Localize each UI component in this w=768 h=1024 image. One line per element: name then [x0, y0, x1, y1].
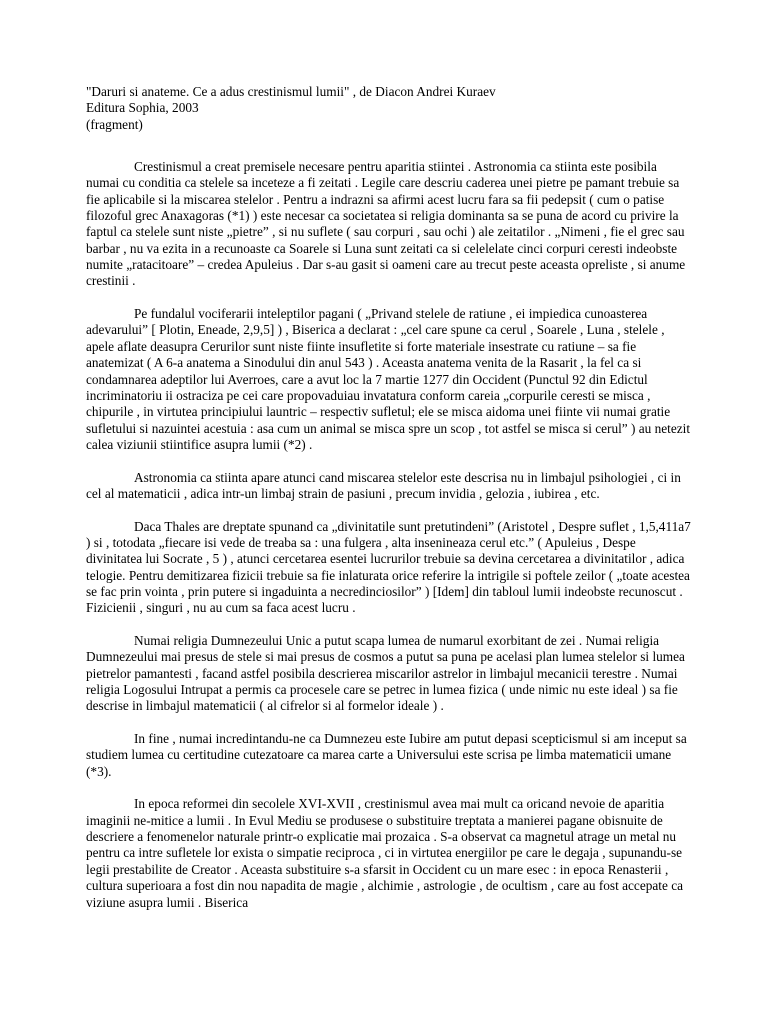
document-title: "Daruri si anateme. Ce a adus crestinismul lumii" , de Diacon Andrei Kuraev — [86, 84, 496, 99]
paragraph-3: Astronomia ca stiinta apare atunci cand miscarea stelelor este descrisa nu in limbajul psihologiei , ci in cel al matematicii , adica intr-un limbaj strain de pasiuni , precum invidia , gelozia , iubirea , etc. — [86, 469, 681, 501]
paragraph-5: Numai religia Dumnezeului Unic a putut scapa lumea de numarul exorbitant de zei . Numai religia Dumnezeului mai presus de stele si mai presus de cosmos a putut sa puna pe acelasi plan lumea stelelor si lumea pietrelor pamantesti , facand astfel posibila descrierea miscarilor astrelor in limbajul mecanicii terestre . Numai religia Logosului Intrupat a permis ca procesele care se petrec in lumea fizica ( unde nimic nu este ideal ) sa fie descrise in limbajul matematicii ( al cifrelor si al formelor ideale ) . — [86, 633, 685, 714]
paragraph-2: Pe fundalul vociferarii inteleptilor pagani ( „Privand stelele de ratiune , ei impiedica cunoasterea adevarului” [ Plotin, Eneade, 2,9,5] ) , Biserica a declarat : „cel care spune ca cerul , Soarele , Luna , stelele , apele aflate deasupra Cerurilor sunt niste fiinte insufletite si forte materiale insestrate cu ratiune – sa fie anatemizat ( A 6-a anatema a Sinodului din anul 543 ) . Aceasta anatema venita de la Rasarit , la fel ca si condamnarea adeptilor lui Averroes, care a avut loc la 7 martie 1277 din Occident (Punctul 92 din Edictul incriminatoriu ii ostraciza pe cei care propovaduiau invatatura conform careia „corpurile ceresti se misca , chipurile , in virtutea principiului launtric – respectiv sufletul; ele se misca aidoma unei fiinte vii numai gratie sufletului si nazuintei acestuia : asa cum un animal se misca spre un scop , tot astfel se misca si cerul” ) au netezit calea viziunii stiintifice asupra lumii (*2) . — [86, 306, 691, 452]
document-publisher: Editura Sophia, 2003 — [86, 100, 199, 116]
document-content — [86, 84, 692, 911]
paragraph-7: In epoca reformei din secolele XVI-XVII , crestinismul avea mai mult ca oricand nevoie de aparitia imaginii ne-mitice a lumii . In Evul Mediu se produsese o substituire treptata a manierei pagane obisnuite de descriere a fenomenelor naturale printr-o explicatie mai prozaica . S-a observat ca magnetul atrage un metal nu pentru ca intre sufletele lor exista o simpatie reciproca , ci in virtutea energiilor pe care le degaja , supunandu-se legii prestabilite de Creator . Aceasta substituire s-a sfarsit in Occident cu un mare esec : in epoca Renasterii , cultura superioara a fost din nou napadita de magie , alchimie , astrologie , de ocultism , care au fost accepate ca viziune asupra lumii . Biserica — [86, 796, 684, 910]
paragraph-6: In fine , numai incredintandu-ne ca Dumnezeu este Iubire am putut depasi scepticismul si am inceput sa studiem lumea cu certitudine cutezatoare ca marea carte a Universului este scrisa pe limba matematicii umane (*3). — [86, 731, 687, 779]
paragraph-4: Daca Thales are dreptate spunand ca „divinitatile sunt pretutindeni” (Aristotel , Despre suflet , 1,5,411a7 ) si , totodata „fiecare isi vede de treaba sa : una fulgera , alta insenineaza cerul etc.” ( Apuleius , Despe divinitatea lui Socrate , 5 ) , atunci cercetarea esentei lucrurilor trebuie sa devina cercetarea a divinitatilor , adica telogie. Pentru demitizarea fizicii trebuie sa fie inlaturata orice referire la intrigile si poftele zeilor ( „toate acestea se fac prin vointa , prin putere si ingaduinta a necredinciosilor” ) [Idem] din tabloul lumii indeobste recunoscut . Fizicienii , singuri , nu au cum sa faca acest lucru . — [86, 518, 691, 616]
document-header — [86, 84, 692, 133]
paragraph-1: Crestinismul a creat premisele necesare pentru aparitia stiintei . Astronomia ca stiinta este posibila numai cu conditia ca stelele sa inceteze a fi zeitati . Legile care descriu caderea unei pietre pe pamant trebuie sa fie aplicabile si la miscarea stelelor . Pentru a indrazni sa afirmi acest lucru fara sa fii pedepsit ( cum o patise filozoful grec Anaxagoras (*1) ) este necesar ca societatea si religia dominanta sa se puna de acord cu privire la faptul ca stelele sunt niste „pietre” , si nu suflete ( sau corpuri , sau ochi ) ale zeitatilor . „Nimeni , fie el grec sau barbar , nu va ezita in a recunoaste ca Soarele si Luna sunt zeitati ca si celelelate cinci corpuri ceresti indeobste numite „ratacitoare” – credea Apuleius . Dar s-au gasit si oameni care au trecut peste aceasta opreliste , si anume crestinii . — [86, 159, 686, 289]
document-fragment-note: (fragment) — [86, 116, 143, 132]
